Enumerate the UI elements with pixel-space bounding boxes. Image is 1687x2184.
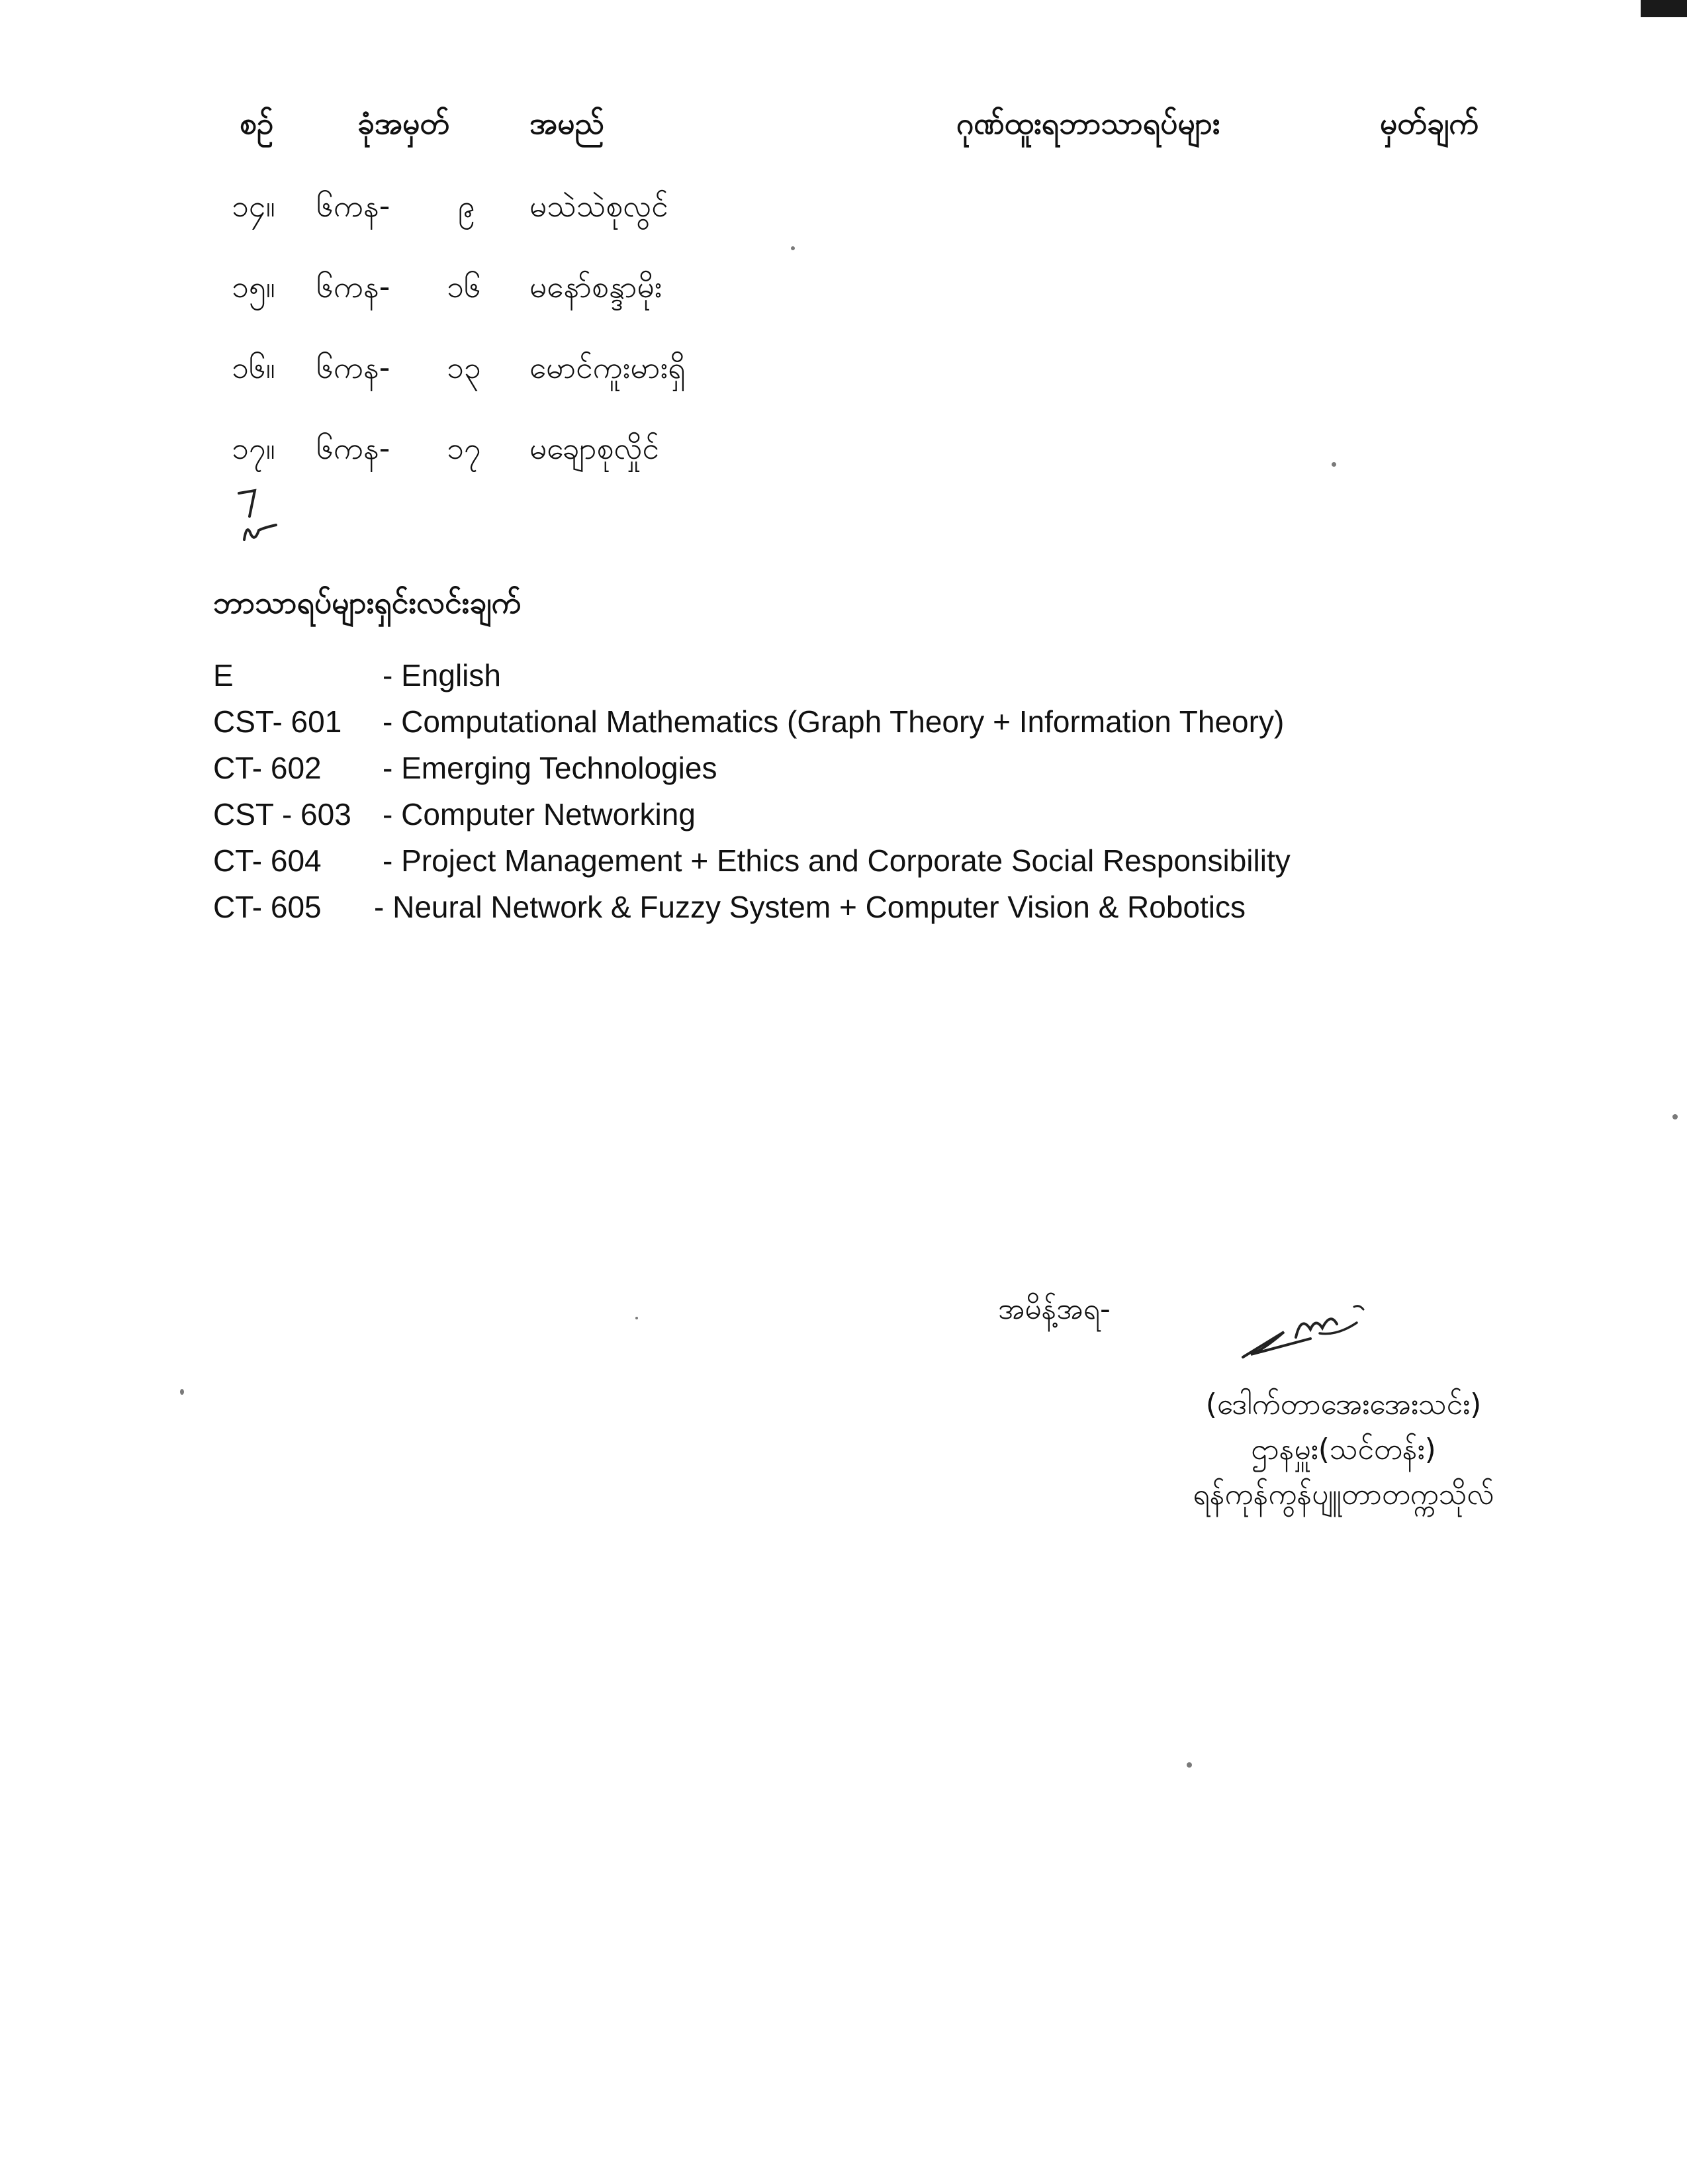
row-student-name: မနော်စန္ဒာမိုး bbox=[529, 269, 662, 305]
subject-description: - Project Management + Ethics and Corporate Social Responsibility bbox=[383, 843, 1291, 878]
row-roll-no: ၁၇ bbox=[447, 430, 481, 466]
subject-code: CST- 601 bbox=[213, 704, 342, 739]
row-student-name: မသဲသဲစုလွင် bbox=[529, 188, 668, 224]
table-row bbox=[0, 430, 794, 483]
row-roll-no: ၁၃ bbox=[447, 350, 481, 385]
header-distinction-subjects: ဂုဏ်ထူးရဘာသာရပ်များ bbox=[956, 105, 1220, 141]
legend-item bbox=[0, 796, 1456, 840]
scan-speck bbox=[1187, 1762, 1192, 1768]
subject-code: CT- 605 bbox=[213, 890, 322, 924]
row-roll-no: ၁၆ bbox=[447, 269, 481, 305]
table-row bbox=[0, 268, 794, 321]
subject-code: E bbox=[213, 658, 234, 692]
row-student-name: မချောစုလှိုင် bbox=[529, 430, 660, 466]
scan-speck bbox=[635, 1317, 638, 1319]
legend-item bbox=[0, 889, 1456, 933]
row-serial-no: ၁၆။ bbox=[232, 350, 275, 385]
row-roll-no: ၉ bbox=[458, 188, 475, 224]
subject-description: - Computational Mathematics (Graph Theory + Information Theory) bbox=[383, 704, 1285, 739]
row-class: ၆ကန- bbox=[316, 188, 390, 224]
scan-speck bbox=[1332, 462, 1336, 467]
scan-corner-mark bbox=[1641, 0, 1687, 17]
legend-title: ဘာသာရပ်များရှင်းလင်းချက် bbox=[213, 585, 522, 620]
row-class: ၆ကန- bbox=[316, 430, 390, 466]
header-remark: မှတ်ချက် bbox=[1380, 105, 1479, 141]
row-serial-no: ၁၅။ bbox=[232, 269, 275, 305]
header-serial-no: စဥ် bbox=[240, 105, 274, 141]
row-class: ၆ကန- bbox=[316, 350, 390, 385]
legend-item bbox=[0, 657, 1456, 701]
subject-description: - Computer Networking bbox=[383, 797, 696, 831]
signer-title: ဌာနမှူး(သင်တန်း) bbox=[1251, 1433, 1436, 1466]
subject-description: - Emerging Technologies bbox=[383, 751, 717, 785]
approval-label: အမိန့်အရ- bbox=[998, 1292, 1111, 1326]
row-class: ၆ကန- bbox=[316, 269, 390, 305]
handwritten-initials bbox=[235, 487, 288, 549]
table-row bbox=[0, 349, 794, 402]
institution-name: ရန်ကုန်ကွန်ပျူတာတက္ကသိုလ် bbox=[1193, 1478, 1494, 1511]
signature-block bbox=[1138, 1382, 1549, 1517]
signer-name: (ဒေါက်တာအေးအေးသင်း) bbox=[1205, 1388, 1482, 1421]
scan-speck bbox=[791, 246, 795, 250]
row-serial-no: ၁၇။ bbox=[232, 430, 275, 466]
header-roll-no: ခုံအမှတ် bbox=[357, 105, 450, 141]
scan-speck bbox=[1672, 1114, 1678, 1119]
handwritten-signature bbox=[1238, 1298, 1383, 1364]
legend-item bbox=[0, 704, 1456, 747]
subject-code: CST - 603 bbox=[213, 797, 351, 831]
row-serial-no: ၁၄။ bbox=[232, 188, 275, 224]
scan-speck bbox=[180, 1389, 184, 1395]
header-name: အမည် bbox=[529, 105, 604, 141]
table-row bbox=[0, 187, 794, 240]
subject-description: - Neural Network & Fuzzy System + Computer Vision & Robotics bbox=[374, 890, 1246, 924]
row-student-name: မောင်ကူးမားရှိ bbox=[529, 350, 686, 385]
subject-code: CT- 604 bbox=[213, 843, 322, 878]
legend-item bbox=[0, 750, 1456, 794]
subject-code: CT- 602 bbox=[213, 751, 322, 785]
subject-description: - English bbox=[383, 658, 501, 692]
legend-item bbox=[0, 843, 1456, 886]
